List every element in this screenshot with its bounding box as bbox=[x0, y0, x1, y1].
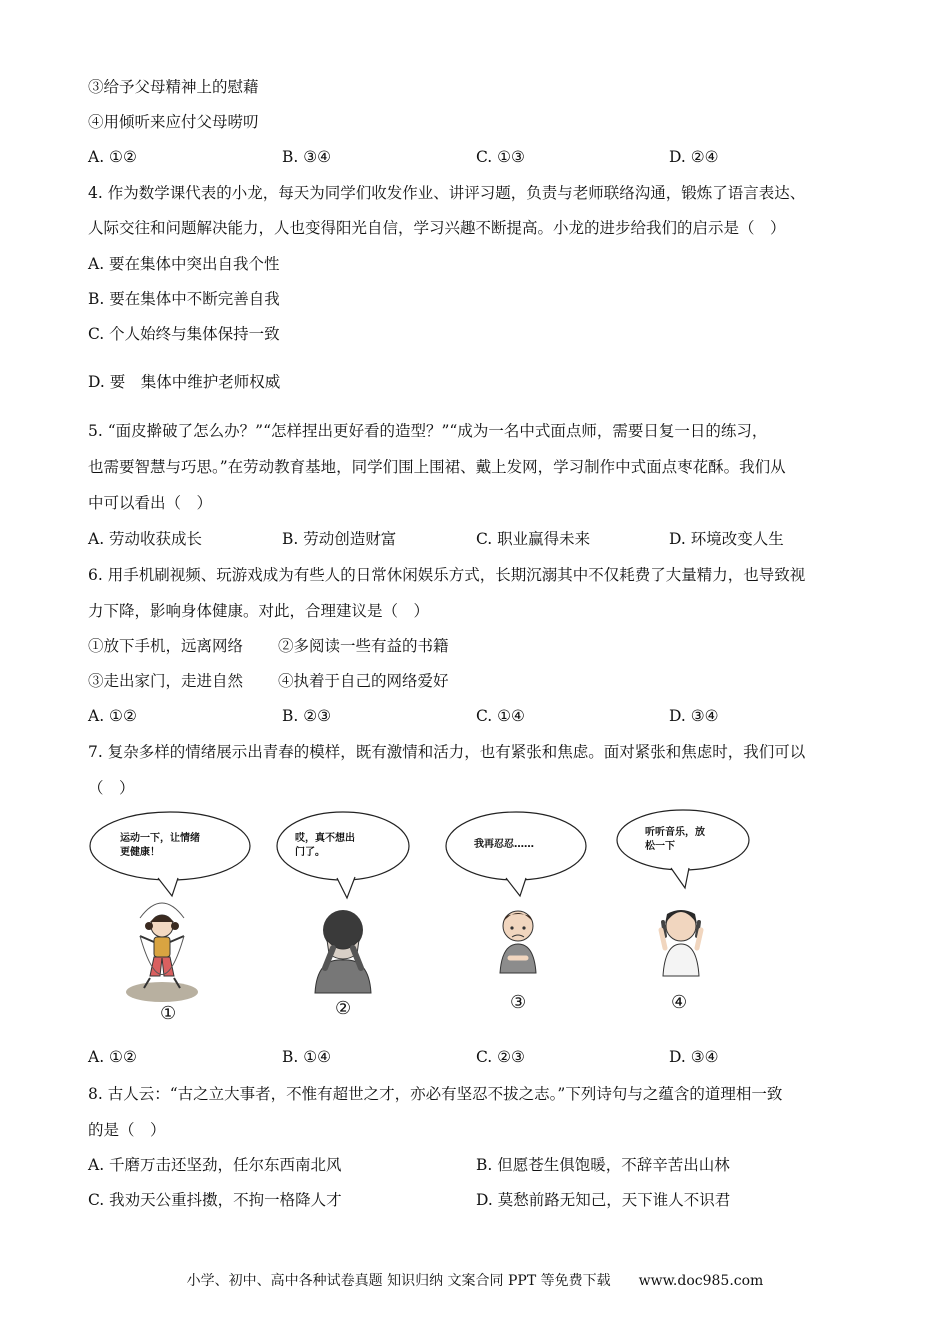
q8-option-c: C. 我劝天公重抖擞，不拘一格降人才 bbox=[88, 1191, 342, 1209]
q6-item-4: ④执着于自己的网络爱好 bbox=[278, 672, 449, 690]
q7-stem-line-2: （ ） bbox=[88, 779, 135, 797]
q4-option-a: A. 要在集体中突出自我个性 bbox=[88, 255, 280, 273]
q7-bubble-3-line-1: 我再忍忍…… bbox=[474, 839, 534, 850]
q6-item-3: ③走出家门，走进自然 bbox=[88, 672, 244, 690]
q8-stem-line-1: 8. 古人云：“古之立大事者，不惟有超世之才，亦必有坚忍不拔之志。”下列诗句与之蕴含的道理相一致 bbox=[88, 1085, 783, 1103]
q6-option-b: B. ②③ bbox=[282, 707, 332, 725]
q8-option-b: B. 但愿苍生俱饱暖，不辞辛苦出山林 bbox=[476, 1156, 730, 1174]
q7-bubble-2-line-1: 哎，真不想出 bbox=[295, 833, 355, 844]
q6-option-c: C. ①④ bbox=[476, 707, 525, 725]
q7-illustration bbox=[80, 808, 800, 1028]
q3-option-a: A. ①② bbox=[88, 148, 137, 166]
q6-item-2: ②多阅读一些有益的书籍 bbox=[278, 637, 449, 655]
q3-option-b: B. ③④ bbox=[282, 148, 332, 166]
q3-option-c: C. ①③ bbox=[476, 148, 525, 166]
q7-panel-3-label: ③ bbox=[510, 992, 527, 1013]
q5-option-a: A. 劳动收获成长 bbox=[88, 530, 203, 548]
q5-option-d: D. 环境改变人生 bbox=[669, 530, 784, 548]
q8-option-d: D. 莫愁前路无知己，天下谁人不识君 bbox=[476, 1191, 731, 1209]
q4-stem-line-2: 人际交往和问题解决能力，人也变得阳光自信，学习兴趣不断提高。小龙的进步给我们的启示是（ ） bbox=[88, 219, 786, 237]
speech-bubble-icon bbox=[265, 808, 445, 1028]
q6-stem-line-2: 力下降，影响身体健康。对此，合理建议是（ ） bbox=[88, 602, 430, 620]
q6-option-d: D. ③④ bbox=[669, 707, 719, 725]
q4-stem-line-1: 4. 作为数学课代表的小龙，每天为同学们收发作业、讲评习题，负责与老师联络沟通，锻炼了语言表达、 bbox=[88, 184, 806, 202]
q7-option-a: A. ①② bbox=[88, 1048, 137, 1066]
q7-option-d: D. ③④ bbox=[669, 1048, 719, 1066]
q5-stem-line-1: 5. “面皮擀破了怎么办？”“怎样捏出更好看的造型？”“成为一名中式面点师，需要日复一日的练习， bbox=[88, 422, 768, 440]
q5-option-c: C. 职业赢得未来 bbox=[476, 530, 591, 548]
q4-option-d: D. 要 集体中维护老师权威 bbox=[88, 373, 281, 391]
q7-option-c: C. ②③ bbox=[476, 1048, 525, 1066]
q5-stem-line-2: 也需要智慧与巧思。”在劳动教育基地，同学们围上围裙、戴上发网，学习制作中式面点枣花酥。我们从 bbox=[88, 458, 786, 476]
q7-bubble-2-line-2: 门了。 bbox=[295, 847, 325, 858]
q3-item-4: ④用倾听来应付父母唠叨 bbox=[88, 113, 259, 131]
q3-item-3: ③给予父母精神上的慰藉 bbox=[88, 78, 259, 96]
q7-bubble-1-line-2: 更健康！ bbox=[120, 847, 160, 858]
q7-panel-1-label: ① bbox=[160, 1003, 177, 1024]
q8-stem-line-2: 的是（ ） bbox=[88, 1121, 166, 1139]
q7-bubble-1-line-1: 运动一下，让情绪 bbox=[120, 833, 200, 844]
q7-panel-2-label: ② bbox=[335, 998, 352, 1019]
q7-panel-1 bbox=[80, 808, 260, 1028]
q7-panel-2 bbox=[265, 808, 445, 1028]
q8-option-a: A. 千磨万击还坚劲，任尔东西南北风 bbox=[88, 1156, 342, 1174]
q6-option-a: A. ①② bbox=[88, 707, 137, 725]
q7-panel-4-label: ④ bbox=[671, 992, 688, 1013]
q6-stem-line-1: 6. 用手机刷视频、玩游戏成为有些人的日常休闲娱乐方式，长期沉溺其中不仅耗费了大量精力，也导致视 bbox=[88, 566, 806, 584]
q7-bubble-4-line-2: 松一下 bbox=[645, 841, 675, 852]
q7-option-b: B. ①④ bbox=[282, 1048, 332, 1066]
page-footer: 小学、初中、高中各种试卷真题 知识归纳 文案合同 PPT 等免费下载 www.doc985.com bbox=[186, 1273, 764, 1289]
q4-option-b: B. 要在集体中不断完善自我 bbox=[88, 290, 280, 308]
speech-bubble-icon bbox=[615, 808, 795, 1028]
q5-option-b: B. 劳动创造财富 bbox=[282, 530, 397, 548]
q7-panel-4 bbox=[615, 808, 795, 1028]
q3-option-d: D. ②④ bbox=[669, 148, 719, 166]
q4-option-c: C. 个人始终与集体保持一致 bbox=[88, 325, 280, 343]
q7-panel-3 bbox=[440, 808, 620, 1028]
q7-stem-line-1: 7. 复杂多样的情绪展示出青春的模样，既有激情和活力，也有紧张和焦虑。面对紧张和焦虑时，我们可以 bbox=[88, 743, 806, 761]
q7-bubble-4-line-1: 听听音乐，放 bbox=[645, 827, 705, 838]
q5-stem-line-3: 中可以看出（ ） bbox=[88, 494, 213, 512]
q6-item-1: ①放下手机，远离网络 bbox=[88, 637, 244, 655]
